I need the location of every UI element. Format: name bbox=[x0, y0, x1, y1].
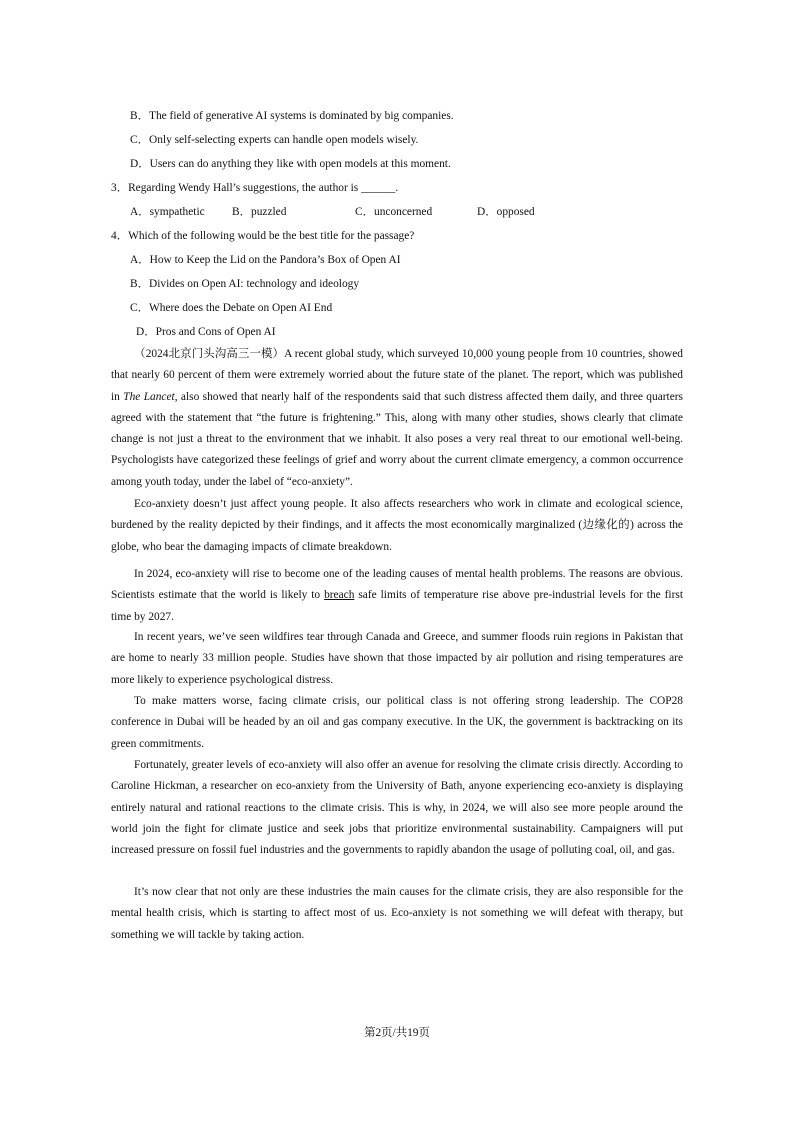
q3-option-b: B．puzzled bbox=[232, 206, 287, 218]
option-d: D．Users can do anything they like with open models at this moment. bbox=[130, 158, 451, 170]
passage-paragraph-5: To make matters worse, facing climate crisis, our political class is not offering strong leadership. The COP28 conference in Dubai will be headed by an oil and gas company executive. In the UK, the government is backtracking on its green commitments. bbox=[111, 695, 683, 750]
passage-paragraph-1: （2024北京门头沟高三一模）A recent global study, which surveyed 10,000 young people from 10 countries, showed that nearly 60 percent of them were extremely worried about the future state of the planet. The report, which was published in The Lancet, also showed that nearly half of the respondents said that such distress affected them daily, and three quarters agreed with the statement that “the future is frightening.” This, along with many other studies, shows clearly that climate change is not just a threat to the environment that we inhabit. It also poses a very real threat to our emotional well-being. Psychologists have categorized these feelings of grief and worry about the current climate emergency, a common occurrence among youth today, under the label of “eco-anxiety”. bbox=[111, 348, 683, 488]
passage-paragraph-6: Fortunately, greater levels of eco-anxiety will also offer an avenue for resolving the climate crisis directly. According to Caroline Hickman, a researcher on eco-anxiety from the University of Bath, anyone experiencing eco-anxiety is displaying entirely natural and rational reactions to the climate crisis. This is why, in 2024, we will also see more people around the world join the fight for climate justice and seek jobs that prioritize environmental sustainability. Campaigners will put increased pressure on fossil fuel industries and the governments to rapidly abandon the usage of polluting coal, oil, and gas. bbox=[111, 759, 683, 856]
option-b: B．The field of generative AI systems is dominated by big companies. bbox=[130, 110, 454, 122]
q4-option-a: A．How to Keep the Lid on the Pandora’s Box of Open AI bbox=[130, 254, 401, 266]
journal-title: The Lancet bbox=[123, 390, 175, 403]
passage-paragraph-4: In recent years, we’ve seen wildfires tear through Canada and Greece, and summer floods ruin regions in Pakistan that are home to nearly 33 million people. Studies have shown that those impacted by air pollution and rising temperatures are more likely to experience psychological distress. bbox=[111, 631, 683, 686]
q4-option-d: D．Pros and Cons of Open AI bbox=[136, 326, 276, 338]
option-c: C．Only self-selecting experts can handle open models wisely. bbox=[130, 134, 419, 146]
passage-paragraph-2: Eco-anxiety doesn’t just affect young people. It also affects researchers who work in climate and ecological science, burdened by the reality depicted by their findings, and it affects the most economically marginalized (边缘化的) across the globe, who bear the damaging impacts of climate breakdown. bbox=[111, 498, 683, 553]
q4-option-b: B．Divides on Open AI: technology and ideology bbox=[130, 278, 360, 290]
q4-option-c: C．Where does the Debate on Open AI End bbox=[130, 302, 333, 314]
passage-source: （2024北京门头沟高三一模） bbox=[134, 348, 285, 360]
q3-option-a: A．sympathetic bbox=[130, 206, 205, 218]
underlined-word: breach bbox=[324, 589, 355, 602]
question-4-stem: 4．Which of the following would be the best title for the passage? bbox=[111, 230, 415, 242]
q3-option-c: C．unconcerned bbox=[355, 206, 433, 218]
passage-paragraph-3: In 2024, eco-anxiety will rise to become one of the leading causes of mental health problems. The reasons are obvious. Scientists estimate that the world is likely to breach safe limits of temperature rise above pre-industrial levels for the first time by 2027. bbox=[111, 568, 683, 623]
passage-paragraph-7: It’s now clear that not only are these industries the main causes for the climate crisis, they are also responsible for the mental health crisis, which is starting to affect most of us. Eco-anxiety is not something we will defeat with therapy, but something we will tackle by taking action. bbox=[111, 886, 683, 941]
question-3-stem: 3．Regarding Wendy Hall’s suggestions, the author is ______. bbox=[111, 182, 399, 194]
page-number: 第2页/共19页 bbox=[364, 1027, 430, 1039]
q3-option-d: D．opposed bbox=[477, 206, 535, 218]
